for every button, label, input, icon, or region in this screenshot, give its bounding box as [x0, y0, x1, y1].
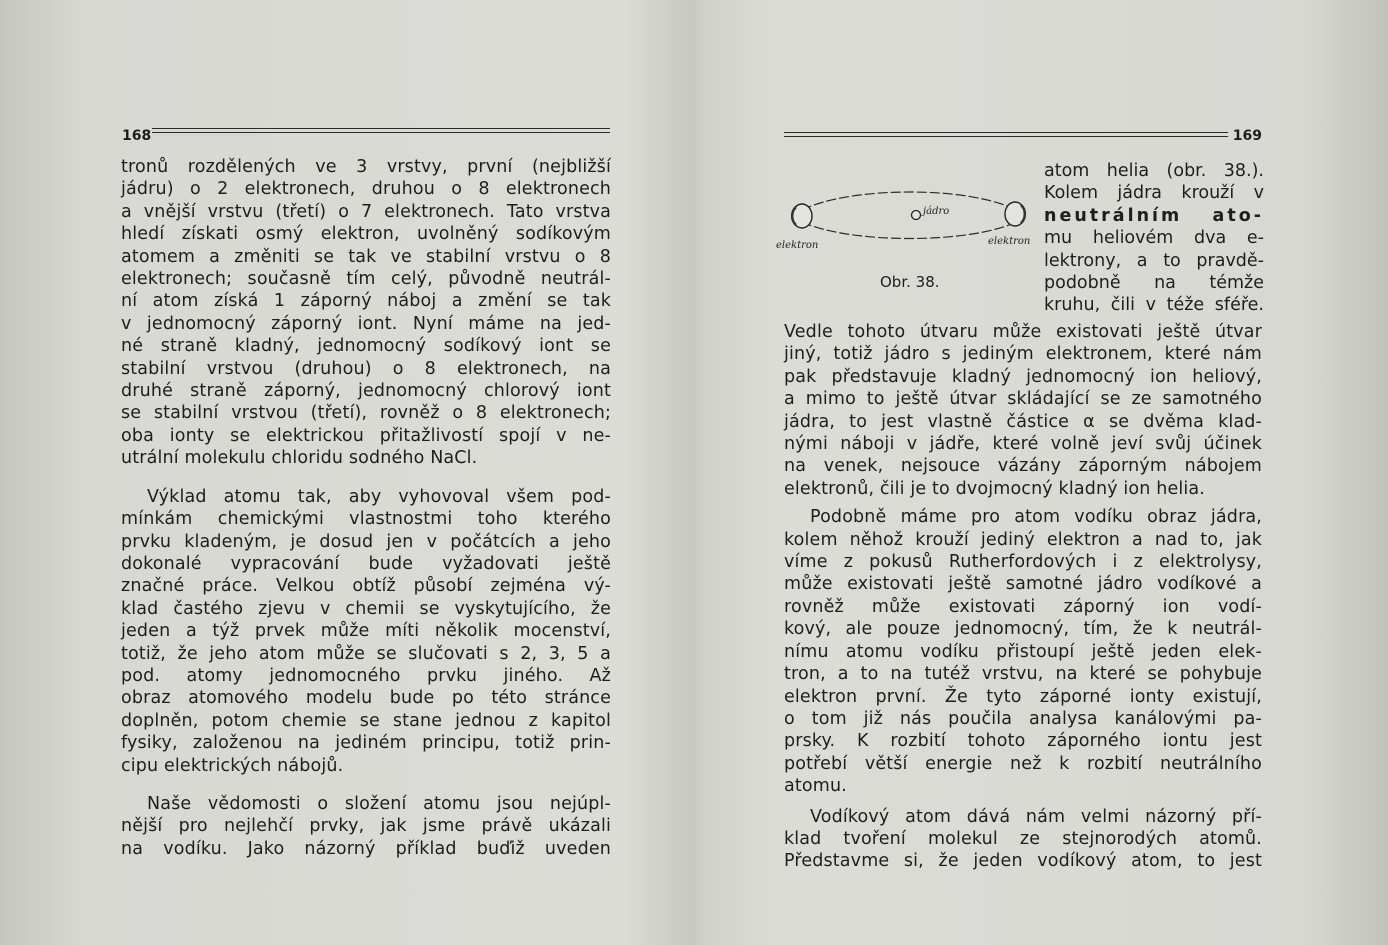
text-line: Vedle tohoto útvaru může existovati ještě útvar: [784, 322, 1262, 342]
text-line: nější pro nejlehčí prvky, jak jsme právě ukázali: [121, 816, 611, 837]
text-line: fysiky, založenou na jediném principu, totiž prin-: [121, 733, 611, 754]
text-line: Naše vědomosti o složení atomu jsou nejúpl-: [147, 793, 611, 814]
text-line: značné práce. Velkou obtíž působí zejména vý-: [121, 576, 611, 597]
text-line: jiný, totiž jádro s jediným elektronem, které nám: [784, 344, 1262, 365]
text-line: nímu atomu vodíku přistoupí ještě jeden elek-: [784, 641, 1262, 662]
text-line: dokonalé vypracování bude vyžadovati ještě: [121, 553, 611, 574]
figure-caption: Obr. 38.: [880, 273, 940, 291]
text-line: tron, a to na tutéž vrstvu, na které se pohybuje: [784, 664, 1262, 685]
text-line: atom helia (obr. 38.).: [1044, 161, 1264, 181]
header-rule: [152, 132, 610, 133]
electron-label-left: elektron: [776, 240, 819, 251]
helium-atom-diagram: [780, 178, 1038, 273]
text-line: elektron první. Že tyto záporné ionty existují,: [784, 686, 1262, 707]
text-line: podobně na témže: [1044, 273, 1264, 294]
text-line: neutrálním ato-: [1044, 205, 1264, 226]
text-line: Podobně máme pro atom vodíku obraz jádra,: [810, 507, 1262, 528]
text-line: atomu.: [784, 776, 847, 797]
header-rule: [784, 136, 1228, 137]
text-line: klad častého zjevu v chemii se vyskytujícího, že: [121, 598, 611, 619]
text-line: se stabilní vrstvou (třetí), rovněž o 8 elektronech;: [121, 403, 611, 424]
text-line: Kolem jádra krouží v: [1044, 183, 1264, 204]
text-line: pak představuje kladný jednomocný ion heliový,: [784, 366, 1262, 387]
text-line: prsky. K rozbití tohoto záporného iontu jest: [784, 731, 1262, 752]
text-line: doplněn, potom chemie se stane jednou z kapitol: [121, 710, 611, 731]
right-page: [694, 0, 1388, 945]
text-line: a mimo to ještě útvar skládající se ze samotného: [784, 389, 1262, 410]
paragraph: [121, 486, 611, 777]
text-line: Vodíkový atom dává nám velmi názorný pří-: [810, 806, 1262, 827]
text-line: může existovati ještě samotné jádro vodíkové a: [784, 574, 1262, 595]
text-line: atomem a změniti se tak ve stabilní vrstvu o 8: [121, 246, 611, 267]
paragraph: [121, 793, 611, 860]
nucleus-label: jádro: [923, 206, 950, 217]
text-line: potřebí větší energie než k rozbití neutrálního: [784, 753, 1262, 774]
right-page-text: [784, 321, 1262, 873]
text-line: mínkám chemickými vlastnostmi toho kterého: [121, 509, 611, 530]
text-line: jádru) o 2 elektronech, druhou o 8 elektronech: [121, 179, 611, 200]
text-line: ní atom získá 1 záporný náboj a změní se tak: [121, 291, 611, 312]
text-line: a vnější vrstvu (třetí) o 7 elektronech. Tato vrstva: [121, 201, 611, 222]
text-line: na venek, nejsouce vázány záporným nábojem: [784, 456, 1262, 477]
text-line: rovněž může existovati záporný ion vodí-: [784, 596, 1262, 617]
text-line: oba ionty se elektrickou přitažlivostí spojí v ne-: [121, 425, 611, 446]
left-page-text: [121, 156, 611, 860]
text-line: hledí získati osmý elektron, uvolněný sodíkovým: [121, 224, 611, 245]
paragraph: [784, 321, 1262, 500]
text-line: kruhu, čili v téže sféře.: [1044, 295, 1264, 316]
text-line: Výklad atomu tak, aby vyhovoval všem pod-: [147, 486, 611, 507]
nucleus: [912, 211, 921, 220]
text-line: v jednomocný záporný iont. Nyní máme na jed-: [121, 313, 611, 334]
text-line: druhé straně záporný, jednomocný chlorový iont: [121, 381, 611, 402]
text-line: lektrony, a to pravdě-: [1044, 250, 1264, 271]
text-line: kový, ale pouze jednomocný, tím, že k neutrál-: [784, 619, 1262, 640]
text-line: stabilní vrstvou (druhou) o 8 elektronech, na: [121, 358, 611, 379]
text-line: obraz atomového modelu bude po této stránce: [121, 688, 611, 709]
header-rule: [152, 128, 610, 129]
text-line: klad tvoření molekul ze stejnorodých atomů.: [784, 828, 1262, 849]
page-number: 169: [1232, 128, 1262, 144]
left-page-header: [122, 124, 610, 142]
text-line: pod. atomy jednomocného prvku jiného. Až: [121, 665, 611, 686]
text-line: cipu elektrických nábojů.: [121, 755, 344, 776]
text-line: kolem něhož krouží jediný elektron a nad to, jak: [784, 529, 1262, 550]
text-line: né straně kladný, jednomocný sodíkový iont se: [121, 336, 611, 357]
electron-label-right: elektron: [988, 236, 1031, 247]
text-line: nými náboji v jádře, které volně jeví svůj účinek: [784, 434, 1262, 455]
text-line: jádra, to jest vlastně částice α se dvěma klad-: [784, 411, 1262, 432]
text-line: utrální molekulu chloridu sodného NaCl.: [121, 448, 478, 469]
text-line: elektronů, čili je to dvojmocný kladný ion helia.: [784, 478, 1206, 499]
text-line: prvku kladeným, je dosud jen v počátcích a jeho: [121, 531, 611, 552]
text-line: o tom již nás poučila analysa kanálovými pa-: [784, 708, 1262, 729]
paragraph: [121, 156, 611, 470]
page-number: 168: [122, 128, 152, 144]
text-line: víme z pokusů Rutherfordových i z elektrolysy,: [784, 552, 1262, 573]
figure-wrap-text: [1044, 160, 1264, 317]
text-line: jeden a týž prvek může míti několik mocenství,: [121, 621, 611, 642]
text-line: elektronech; současně tím celý, původně neutrál-: [121, 269, 611, 290]
text-line: tronů rozdělených ve 3 vrstvy, první (nejbližší: [121, 157, 611, 177]
header-rule: [784, 132, 1228, 133]
text-line: mu heliovém dva e-: [1044, 228, 1264, 249]
text-line: na vodíku. Jako názorný příklad buďiž uveden: [121, 838, 611, 859]
text-line: totiž, že jeho atom může se slučovati s 2, 3, 5 a: [121, 643, 611, 664]
right-page-header: [784, 124, 1262, 142]
paragraph: [784, 806, 1262, 873]
text-line: Představme si, že jeden vodíkový atom, to jest: [784, 851, 1262, 872]
paragraph: [784, 506, 1262, 797]
helium-atom-figure: [776, 178, 1038, 291]
